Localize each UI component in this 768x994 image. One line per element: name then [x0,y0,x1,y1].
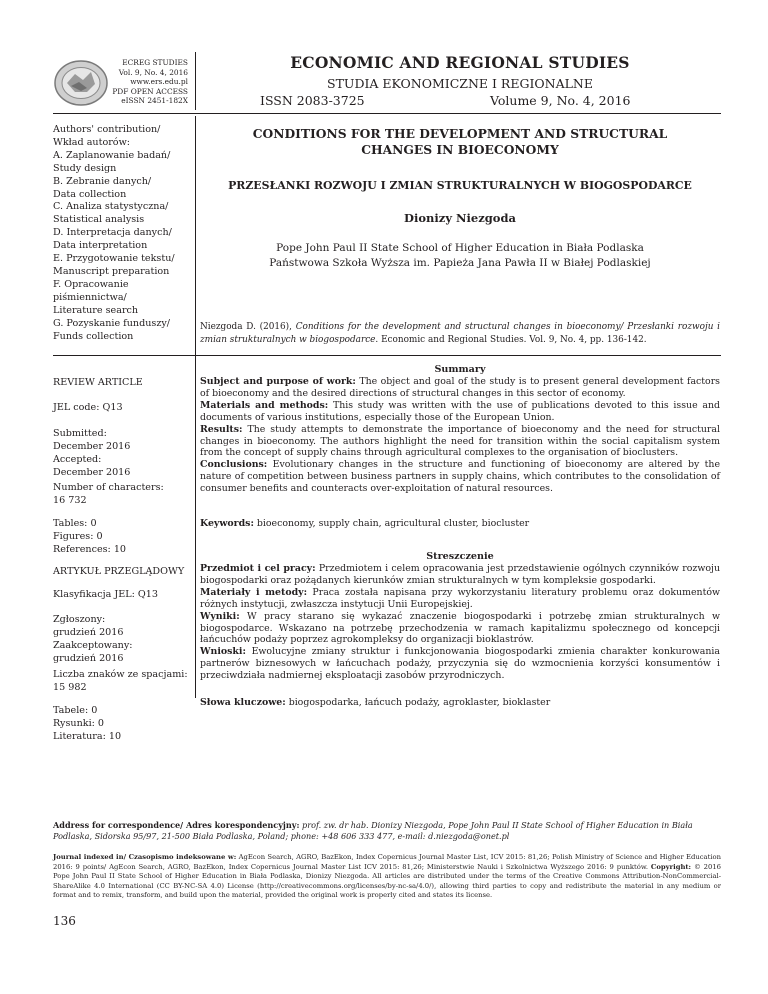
keywords-pl: Słowa kluczowe: biogospodarka, łańcuch podaży, agroklaster, bioklaster [200,697,551,708]
jel-code-pl: Klasyfikacja JEL: Q13 [53,589,158,600]
journal-title: ECONOMIC AND REGIONAL STUDIES [290,53,630,72]
dates-en: Submitted: December 2016 Accepted: December 2016 [53,428,131,478]
journal-access: PDF OPEN ACCESS [112,86,188,96]
authors-contribution: Authors' contribution/ Wkład autorów: A. Zaplanowanie badań/ Study design B. Zebranie danych/ Data collection C. Analiza statystyczna/ Statistical analysis D. Interpretacja danych/ Data interpretation E. Przygotowanie tekstu/ Manuscript preparation F. Opracowanie piśmiennictwa/ Literature search G. Pozyskanie funduszy/ Funds collection [53,124,175,342]
summary-heading: Summary [434,364,486,375]
page-number: 136 [53,914,76,928]
article-title-en: CONDITIONS FOR THE DEVELOPMENT AND STRUCTURAL CHANGES IN BIOECONOMY [252,126,668,157]
journal-short-name: ECREG STUDIES [122,58,188,67]
journal-volume-line: Vol. 9, No. 4, 2016 [118,67,188,77]
citation-divider [53,355,721,356]
jel-code: JEL code: Q13 [53,402,123,413]
header-vertical-divider [195,52,196,110]
review-article-label-pl: ARTYKUŁ PRZEGLĄDOWY [53,566,185,577]
indexing-and-copyright: Journal indexed in/ Czasopismo indeksowane w: AgEcon Search, AGRO, BazEkon, Index Copernicus Journal Master List, ICV 2015: 81,26; Polish Ministry of Science and Higher Education 2016: 9 points/ AgEcon Search, AGRO, BazEkon, Index Copernicus Journal Master List ICV 2015: 81,26; Ministerstwie Nauki i Szkolnictwa Wyższego 2016: 9 punktów. Copyright: © 2016 Pope John Paul II State School of Higher Education in Biała Podlaska, Dionizy Niezgoda. All articles are distributed under the terms of the Creative Commons Attribution-NonCommercial-ShareAlike 4.0 International (CC BY-NC-SA 4.0) License (http://creativecommons.org/licenses/by-nc-sa/4.0/), allowing third parties to copy and redistribute the material in any medium or format and to remix, transform, and build upon the material, provided the original work is properly cited and states its license. [53,853,721,900]
header-divider [53,113,721,114]
journal-meta [108,58,188,106]
summary-body: Subject and purpose of work: The object and goal of the study is to present general development factors of bioeconomy and the desired directions of structural changes in this sector of economy. Materials and methods: This study was written with the use of publications devoted to this issue and documents of various institutions, especially those of the European Union. Results: The study attempts to demonstrate the importance of bioeconomy and the need for structural changes in bioeconomy. The authors highlight the need for transition within the social capitalism system from the concept of supply chains through agricultural complexes to the organisation of bioclusters. Conclusions: Evolutionary changes in the structure and functioning of bioeconomy are altered by the nature of competition between business partners in supply chains, which contributes to the consolidation of consumer benefits and counteracts over-exploitation of natural resources. [200,376,720,495]
journal-subtitle: STUDIA EKONOMICZNE I REGIONALNE [327,76,593,91]
article-title-pl: PRZESŁANKI ROZWOJU I ZMIAN STRUKTURALNYCH W BIOGOSPODARCE [228,179,692,192]
correspondence-address: Address for correspondence/ Adres korespondencyjny: prof. zw. dr hab. Dionizy Niezgoda, Pope John Paul II State School of Higher Education in Biała Podlaska, Sidorska 95/97, 21-500 Biała Podlaska, Poland; phone: +48 606 333 477, e-mail: d.niezgoda@onet.pl [53,820,693,841]
sidebar-divider [195,116,196,698]
characters-pl: Liczba znaków ze spacjami: 15 982 [53,669,188,693]
journal-issn: ISSN 2083-3725 [260,93,365,108]
journal-volume: Volume 9, No. 4, 2016 [490,93,631,108]
counts-en: Tables: 0 Figures: 0 References: 10 [53,518,127,555]
review-article-label: REVIEW ARTICLE [53,377,143,388]
counts-pl: Tabele: 0 Rysunki: 0 Literatura: 10 [53,705,122,742]
streszczenie-heading: Streszczenie [426,551,494,562]
author-name: Dionizy Niezgoda [404,211,516,225]
journal-seal-icon [53,58,113,108]
journal-eissn: eISSN 2451-182X [121,96,188,106]
keywords-en: Keywords: bioeconomy, supply chain, agricultural cluster, biocluster [200,518,530,529]
characters-en: Number of characters: 16 732 [53,482,164,506]
dates-pl: Zgłoszony: grudzień 2016 Zaakceptowany: grudzień 2016 [53,614,133,664]
affiliation: Pope John Paul II State School of Higher Education in Biała Podlaska Państwowa Szkoła Wyższa im. Papieża Jana Pawła II w Białej Podlaskiej [269,242,651,269]
citation: Niezgoda D. (2016), Conditions for the development and structural changes in bioeconomy/ Przesłanki rozwoju i zmian strukturalnych w biogospodarce. Economic and Regional Studies. Vol. 9, No. 4, pp. 136-142. [200,322,721,346]
streszczenie-body: Przedmiot i cel pracy: Przedmiotem i celem opracowania jest przedstawienie ogólnych czynników rozwoju biogospodarki oraz pożądanych kierunków zmian strukturalnych w tym kompleksie gospodarki. Materiały i metody: Praca została napisana przy wykorzystaniu literatury problemu oraz dokumentów różnych instytucji, zwłaszcza instytucji Unii Europejskiej. Wyniki: W pracy starano się wykazać znaczenie biogospodarki i potrzebę zmian strukturalnych w biogospodarce. Wskazano na potrzebę przechodzenia w ramach kapitalizmu społecznego od koncepcji łańcuchów podaży poprzez agrokompleksy do organizacji bioklastrów. Wnioski: Ewolucyjne zmiany struktur i funkcjonowania biogospodarki zmienia charakter konkurowania partnerów biznesowych w łańcuchach podaży, przyczynia się do wzmocnienia korzyści konsumentów i przeciwdziała nadmiernej eksploatacji zasobów przyrodniczych. [200,563,721,682]
journal-website[interactable]: www.ers.edu.pl [130,77,188,87]
